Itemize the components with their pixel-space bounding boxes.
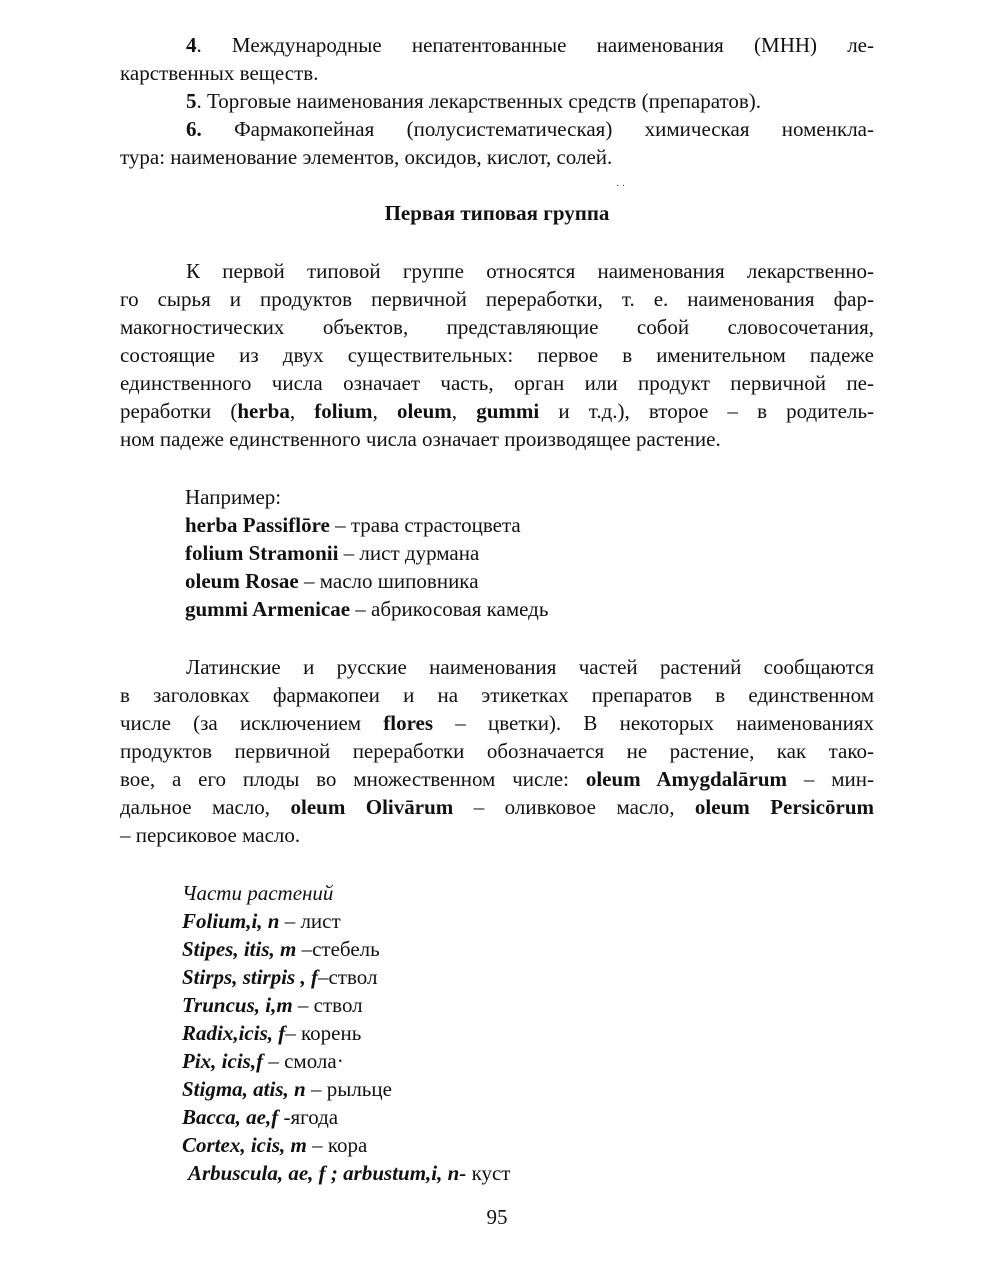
latin-term: oleum	[396, 399, 452, 423]
latin-term: Radix,icis, f	[182, 1021, 286, 1045]
latin-term: Truncus, i,m	[182, 993, 293, 1017]
translation: – абрикосовая камедь	[350, 597, 549, 621]
list-item-5	[186, 87, 874, 115]
text-run: и т.д.), второе – в родитель-	[539, 399, 875, 423]
plant-part-item	[182, 1047, 874, 1075]
translation: -ягода	[278, 1105, 339, 1129]
latin-term: Folium,i, n	[182, 909, 280, 933]
text-run: – цветки). В некоторых наименованиях	[433, 711, 874, 735]
translation: – ствол	[292, 993, 363, 1017]
paragraph2-line3	[120, 709, 874, 737]
example-item	[185, 595, 874, 623]
list-item-6-line1	[186, 115, 874, 143]
example-item	[185, 539, 874, 567]
plant-part-item	[182, 1131, 874, 1159]
paragraph2-line7: – персиковое масло.	[120, 823, 301, 847]
paragraph2-line4: продуктов первичной переработки обозначается не растение, как тако-	[120, 739, 874, 763]
translation: –ствол	[317, 965, 378, 989]
plant-part-item	[182, 1019, 874, 1047]
paragraph1-line6	[120, 397, 874, 425]
paragraph1-line3: макогностических объектов, представляющие собой словосочетания,	[120, 315, 874, 339]
plant-part-item	[182, 963, 874, 991]
plant-part-item	[182, 991, 874, 1019]
text-run: – оливковое масло,	[453, 795, 695, 819]
latin-term: Arbuscula, ae, f ; arbustum,i, n-	[188, 1161, 467, 1185]
list-item-number: 5	[186, 89, 197, 113]
translation: – трава страстоцвета	[329, 513, 521, 537]
translation: – масло шиповника	[298, 569, 479, 593]
paragraph2-line6	[120, 793, 874, 821]
list-item-4-line2: карственных веществ.	[120, 61, 319, 85]
list-item-6-line2: тура: наименование элементов, оксидов, кислот, солей.	[120, 145, 613, 169]
text-run: ,	[289, 399, 315, 423]
latin-term: oleum Rosae	[185, 569, 299, 593]
list-item-text: Фармакопейная (полусистематическая) химическая номенкла-	[201, 117, 874, 141]
translation: – рыльце	[305, 1077, 392, 1101]
plant-part-item	[182, 1075, 874, 1103]
latin-term: oleum Amygdalārum	[585, 767, 788, 791]
translation: – кора	[306, 1133, 368, 1157]
plant-part-item	[188, 1159, 880, 1187]
latin-term: herba	[237, 399, 290, 423]
latin-term: Stigma, atis, n	[182, 1077, 306, 1101]
text-run: дальное масло,	[120, 795, 291, 819]
latin-term: gummi	[476, 399, 540, 423]
translation: – лист	[279, 909, 341, 933]
example-item	[185, 567, 874, 595]
text-run: – мин-	[787, 767, 875, 791]
translation: куст	[466, 1161, 511, 1185]
latin-term: Stirps, stirpis , f	[182, 965, 318, 989]
list-item-text: . Торговые наименования лекарственных средств (препаратов).	[196, 89, 762, 113]
latin-term: herba Passiflōre	[185, 513, 330, 537]
list-item-number: 6.	[186, 117, 202, 141]
list-item-4-line1	[186, 31, 874, 59]
text-run: ,	[372, 399, 397, 423]
latin-term: gummi Armenicae	[185, 597, 351, 621]
latin-term: folium	[314, 399, 373, 423]
text-run: числе (за исключением	[120, 711, 384, 735]
latin-term: Cortex, icis, m	[182, 1133, 307, 1157]
paragraph2-line1: Латинские и русские наименования частей растений сообщаются	[186, 655, 874, 679]
latin-term: Bacca, ae,f	[182, 1105, 279, 1129]
scan-specks: · ·	[616, 181, 626, 192]
translation: –стебель	[296, 937, 380, 961]
list-item-number: 4	[186, 33, 197, 57]
translation: – смола·	[263, 1049, 344, 1073]
translation: – корень	[285, 1021, 362, 1045]
latin-term: oleum Persicōrum	[694, 795, 874, 819]
paragraph1-line7: ном падеже единственного числа означает производящее растение.	[120, 427, 721, 451]
latin-term: folium Stramonii	[185, 541, 339, 565]
page-number: 95	[486, 1205, 508, 1229]
paragraph1-line1: К первой типовой группе относятся наименования лекарственно-	[186, 259, 874, 283]
plant-part-item	[182, 1103, 874, 1131]
paragraph1-line2: го сырья и продуктов первичной переработки, т. е. наименования фар-	[120, 287, 874, 311]
list-item-text: . Международные непатентованные наименования (МНН) ле-	[196, 33, 874, 57]
latin-term: oleum Olivārum	[290, 795, 454, 819]
paragraph2-line2: в заголовках фармакопеи и на этикетках препаратов в единственном	[120, 683, 874, 707]
example-item	[185, 511, 874, 539]
plant-parts-title: Части растений	[182, 881, 334, 905]
latin-term: Stipes, itis, m	[182, 937, 297, 961]
latin-term: Pix, icis,f	[182, 1049, 264, 1073]
examples-intro: Например:	[185, 485, 282, 509]
latin-term: flores	[383, 711, 434, 735]
translation: – лист дурмана	[338, 541, 480, 565]
paragraph2-line5	[120, 765, 874, 793]
text-run: ,	[451, 399, 477, 423]
paragraph1-line5: единственного числа означает часть, орган или продукт первичной пе-	[120, 371, 874, 395]
text-run: вое, а его плоды во множественном числе:	[120, 767, 586, 791]
section-heading: Первая типовая группа	[384, 201, 610, 225]
plant-part-item	[182, 907, 874, 935]
text-run: реработки (	[120, 399, 238, 423]
plant-part-item	[182, 935, 874, 963]
paragraph1-line4: состоящие из двух существительных: первое в именительном падеже	[120, 343, 874, 367]
